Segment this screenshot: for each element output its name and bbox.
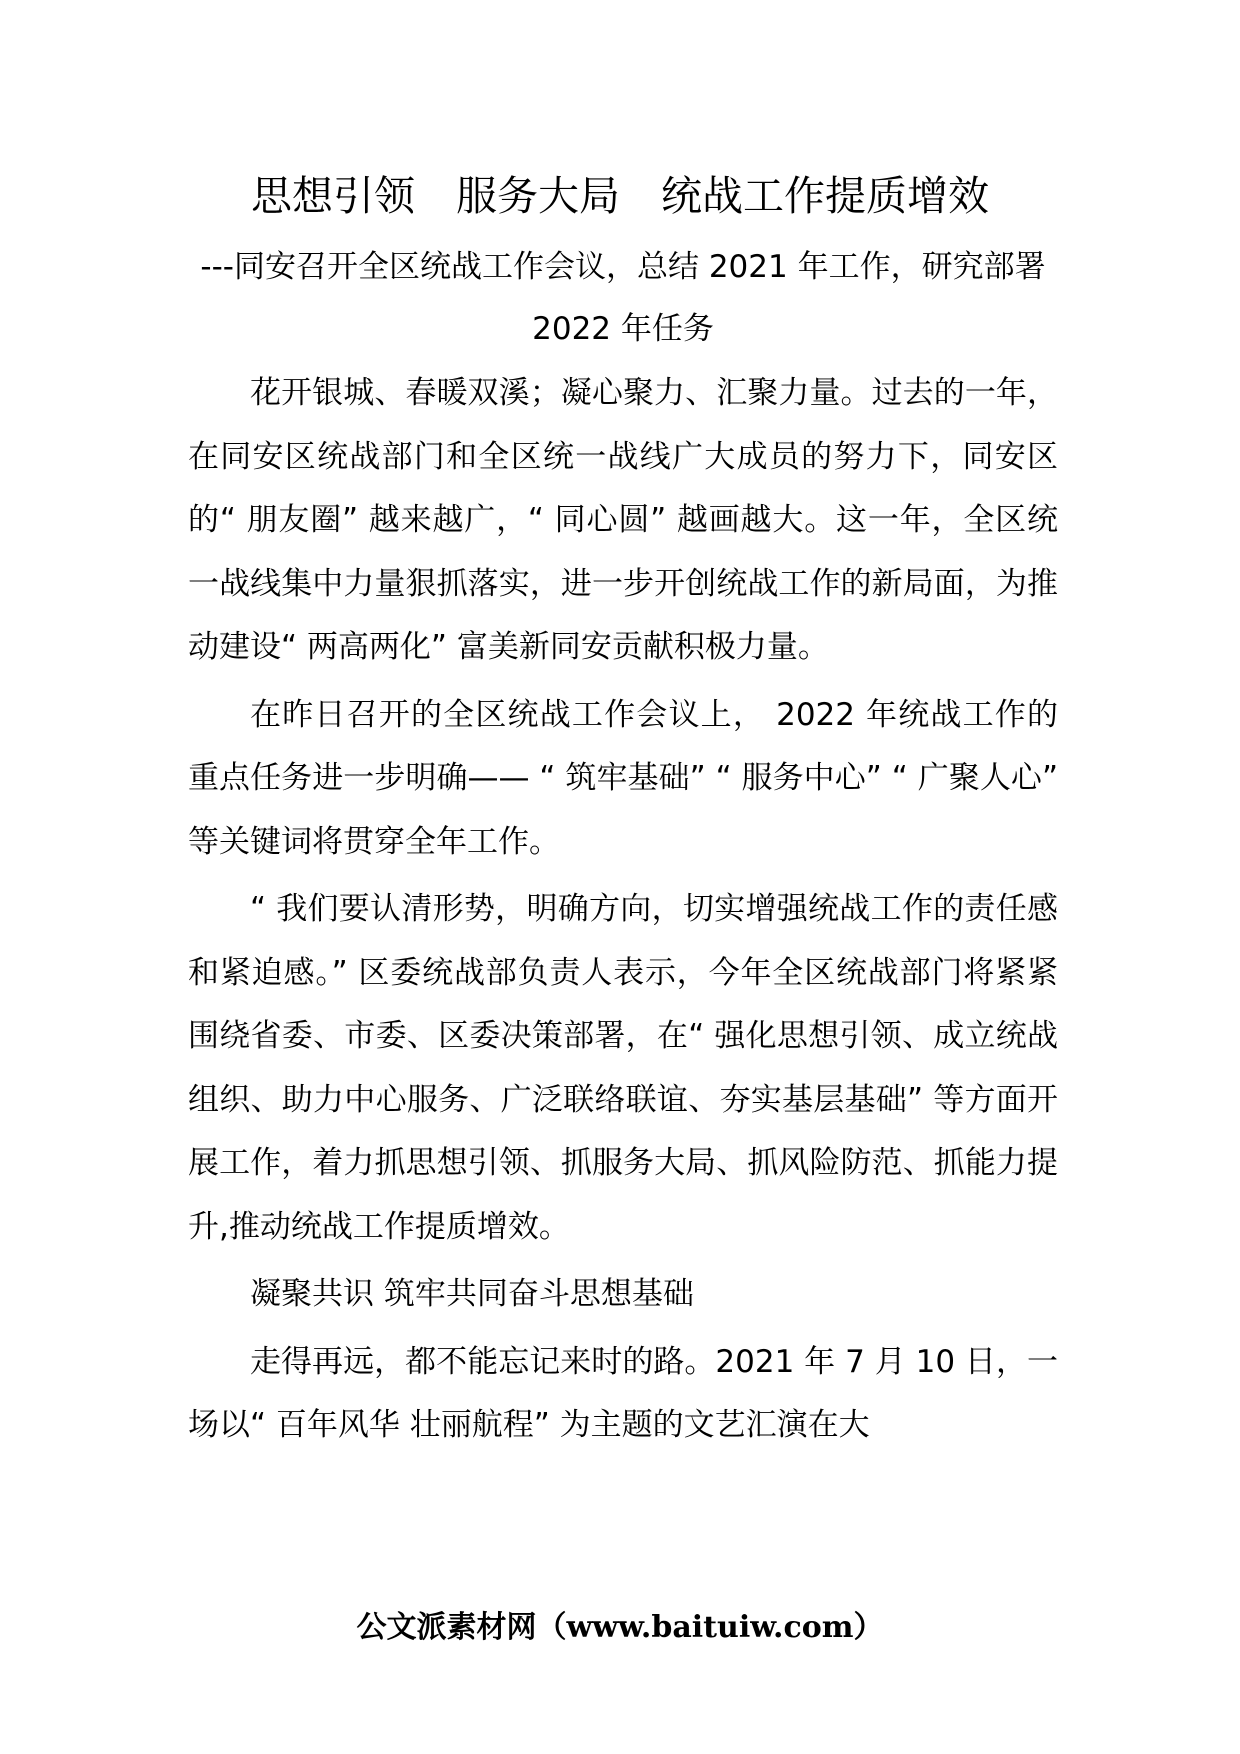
section-heading: 凝聚共识 筑牢共同奋斗思想基础	[250, 1276, 694, 1312]
body-paragraph-2: 在昨日召开的全区统战工作会议上， 2022 年统战工作的重点任务进一步明确—— “ 筑牢基础” “ 服务中心” “ 广聚人心” 等关键词将贯穿全年工作。	[188, 696, 1058, 860]
footer-watermark: 公文派素材网（www.baituiw.com）	[356, 1610, 884, 1645]
section-paragraph: 走得再远，都不能忘记来时的路。2021 年 7 月 10 日，一场以“ 百年风华 壮丽航程” 为主题的文艺汇演在大	[188, 1343, 1058, 1443]
document-title: 思想引领 服务大局 统战工作提质增效	[251, 172, 989, 220]
document-subtitle: ---同安召开全区统战工作会议，总结 2021 年工作，研究部署 2022 年任务	[200, 249, 1046, 347]
body-paragraph-3: “ 我们要认清形势，明确方向，切实增强统战工作的责任感和紧迫感。” 区委统战部负责人表示，今年全区统战部门将紧紧围绕省委、市委、区委决策部署，在“ 强化思想引领、成立统战组织、助力中心服务、广泛联络联谊、夯实基层基础” 等方面开展工作，着力抓思想引领、抓服务大局、抓风险防范、抓能力提升,推动统战工作提质增效。	[188, 891, 1058, 1245]
body-paragraph-1: 花开银城、春暖双溪；凝心聚力、汇聚力量。过去的一年，在同安区统战部门和全区统一战线广大成员的努力下，同安区的“ 朋友圈” 越来越广，“ 同心圆” 越画越大。这一年，全区统一战线集中力量狠抓落实，进一步开创统战工作的新局面，为推动建设“ 两高两化” 富美新同安贡献积极力量。	[188, 375, 1058, 665]
document-body	[188, 362, 1058, 1462]
